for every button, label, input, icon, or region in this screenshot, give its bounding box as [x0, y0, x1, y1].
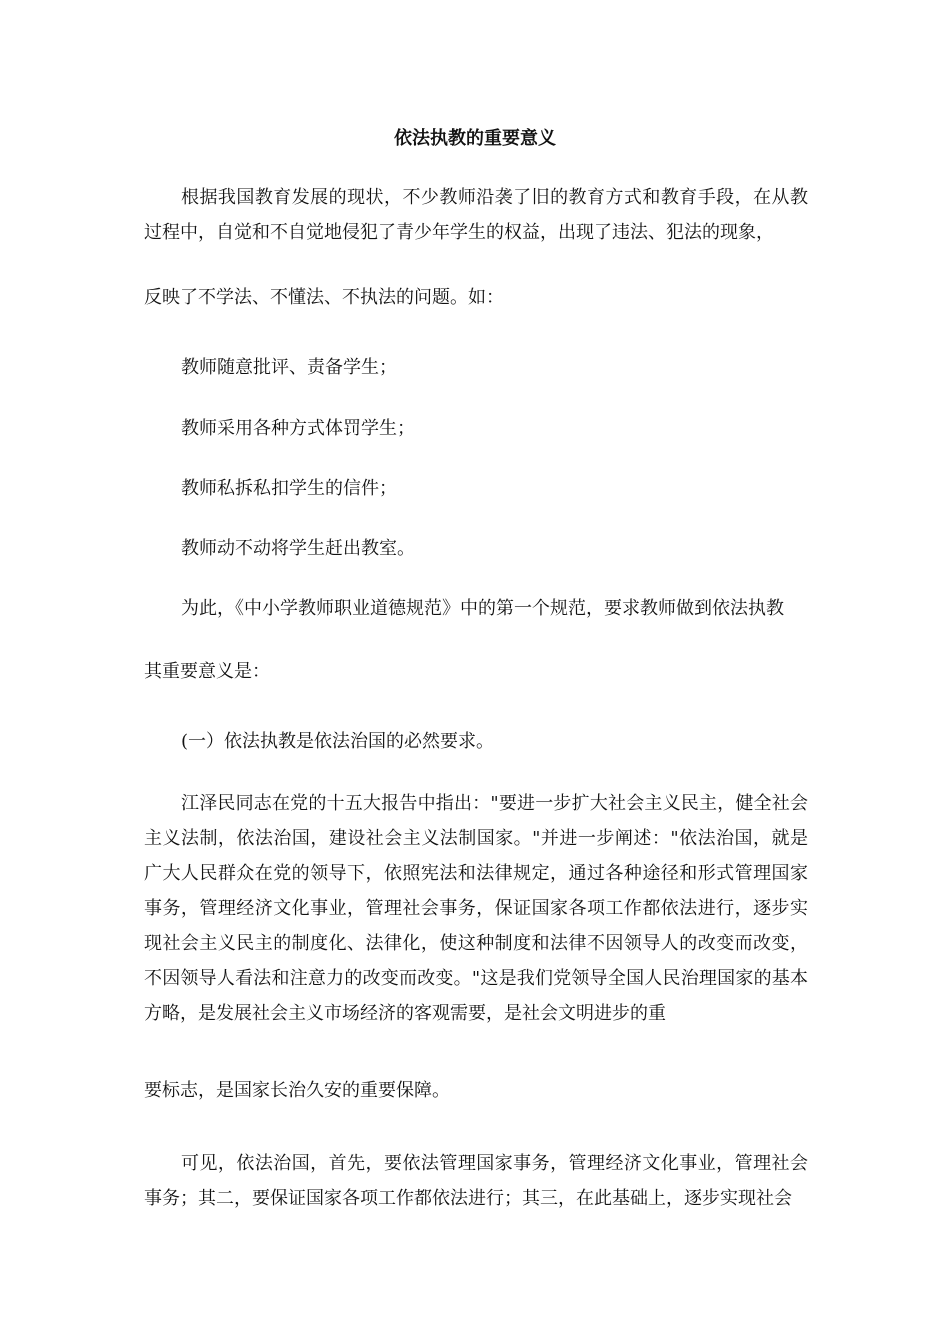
paragraph-3: 为此，《中小学教师职业道德规范》中的第一个规范，要求教师做到依法执教 [181, 598, 784, 619]
paragraph-1: 根据我国教育发展的现状，不少教师沿袭了旧的教育方式和教育手段，在从教过程中，自觉和不自觉地侵犯了青少年学生的权益，出现了违法、犯法的现象， [144, 187, 808, 243]
paragraph-2: 反映了不学法、不懂法、不执法的问题。如： [144, 287, 504, 308]
paragraph-5: 江泽民同志在党的十五大报告中指出："要进一步扩大社会主义民主，健全社会主义法制，依法治国，建设社会主义法制国家。"并进一步阐述："依法治国，就是广大人民群众在党的领导下，依照宪法和法律规定，通过各种途径和形式管理国家事务，管理经济文化事业，管理社会事务，保证国家各项工作都依法进行，逐步实现社会主义民主的制度化、法律化，使这种制度和法律不因领导人的改变而改变，不因领导人看法和注意力的改变而改变。"这是我们党领导全国人民治理国家的基本方略，是发展社会主义市场经济的客观需要，是社会文明进步的重 [144, 793, 808, 1024]
list-item-1: 教师随意批评、责备学生； [181, 357, 397, 378]
paragraph-4: 其重要意义是： [144, 661, 270, 682]
document-title: 依法执教的重要意义 [394, 128, 556, 149]
list-item-2: 教师采用各种方式体罚学生； [181, 418, 415, 439]
list-item-4: 教师动不动将学生赶出教室。 [181, 538, 415, 559]
paragraph-7: 可见，依法治国，首先，要依法管理国家事务，管理经济文化事业，管理社会事务；其二，要保证国家各项工作都依法进行；其三，在此基础上，逐步实现社会 [144, 1153, 808, 1209]
section-heading-1: (一）依法执教是依法治国的必然要求。 [181, 731, 495, 752]
list-item-3: 教师私拆私扣学生的信件； [181, 478, 397, 499]
paragraph-6: 要标志，是国家长治久安的重要保障。 [144, 1080, 450, 1101]
